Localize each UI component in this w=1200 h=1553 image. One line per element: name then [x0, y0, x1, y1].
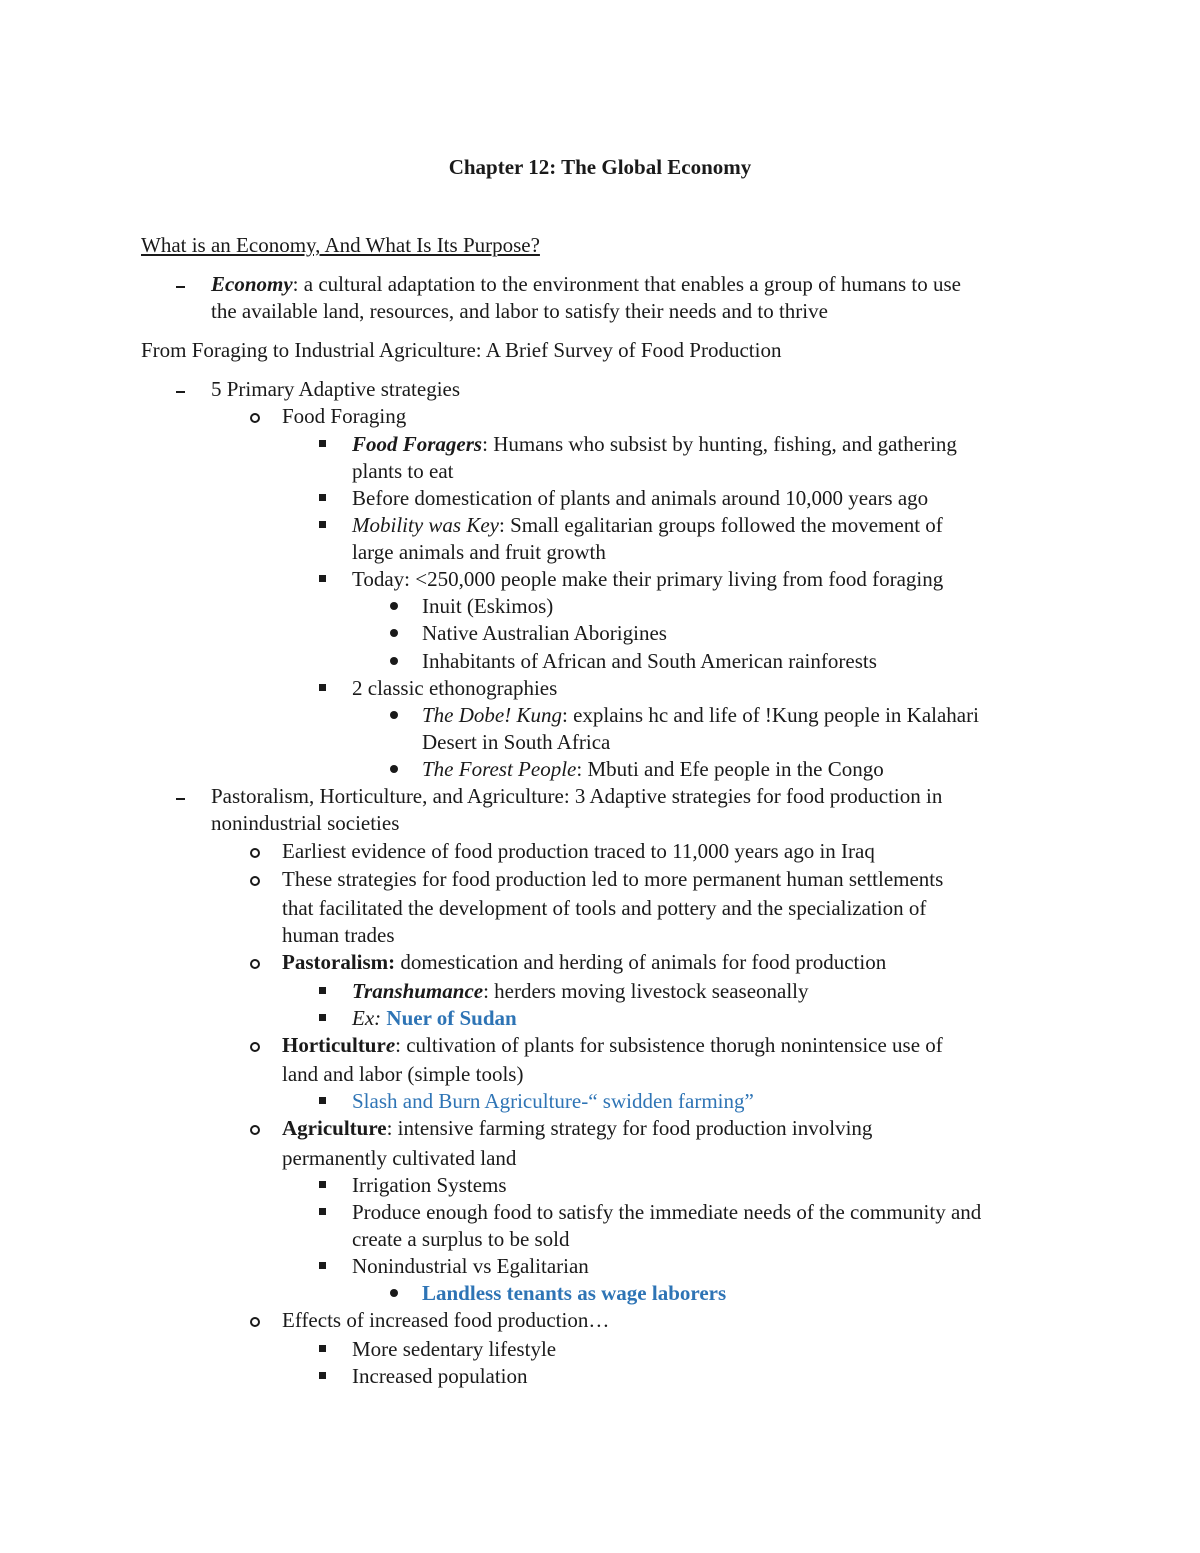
list-item: Effects of increased food production…: [282, 1308, 610, 1332]
pastoralism-term: Pastoralism:: [282, 950, 396, 974]
foragers-def: : Humans who subsist by hunting, fishing, and gathering: [482, 432, 957, 456]
forest-title: The Forest People: [422, 757, 577, 781]
list-item: More sedentary lifestyle: [352, 1337, 557, 1361]
list-item: Increased population: [352, 1364, 528, 1388]
square-bullet: [319, 494, 326, 501]
list-item: [352, 1005, 517, 1032]
horticulture-def: : cultivation of plants for subsistence thorugh nonintensice use of: [395, 1033, 943, 1057]
dot-bullet: [390, 1289, 398, 1297]
list-item: Earliest evidence of food production traced to 11,000 years ago in Iraq: [282, 839, 875, 863]
mobility-def: : Small egalitarian groups followed the movement of: [498, 513, 943, 537]
list-item-cont: plants to eat: [352, 459, 454, 483]
page-title: Chapter 12: The Global Economy: [448, 155, 752, 179]
square-bullet: [319, 1097, 326, 1104]
list-item: Irrigation Systems: [352, 1173, 507, 1197]
transhumance-term: Transhumance: [352, 979, 484, 1003]
dash-bullet: [176, 286, 185, 288]
list-item: [282, 949, 886, 976]
economy-def-text: : a cultural adaptation to the environment that enables a group of humans to use: [292, 272, 961, 296]
dobe-desc: : explains hc and life of !Kung people in Kalahari: [562, 703, 979, 727]
square-bullet: [319, 987, 326, 994]
economy-term: Economy: [211, 272, 293, 296]
dobe-title: The Dobe! Kung: [422, 703, 562, 727]
list-item: Inhabitants of African and South American rainforests: [422, 649, 877, 673]
list-item: These strategies for food production led to more permanent human settlements: [282, 867, 944, 891]
list-item: Inuit (Eskimos): [422, 594, 554, 618]
list-item-cont: nonindustrial societies: [211, 811, 400, 835]
list-item: Produce enough food to satisfy the immediate needs of the community and: [352, 1200, 982, 1224]
list-item-cont: Desert in South Africa: [422, 730, 611, 754]
circle-bullet: [250, 876, 260, 886]
section-heading-food-production: From Foraging to Industrial Agriculture: A Brief Survey of Food Production: [141, 338, 782, 362]
agriculture-term: Agriculture: [282, 1116, 387, 1140]
list-item-cont: that facilitated the development of tools and pottery and the specialization of: [282, 896, 927, 920]
section-heading-economy: What is an Economy, And What Is Its Purpose?: [141, 233, 540, 257]
economy-definition-cont: the available land, resources, and labor to satisfy their needs and to thrive: [211, 299, 828, 323]
square-bullet: [319, 1208, 326, 1215]
circle-bullet: [250, 1042, 260, 1052]
transhumance-def: : herders moving livestock seaseonally: [483, 979, 809, 1003]
horticulture-term-e: e: [385, 1033, 396, 1057]
square-bullet: [319, 521, 326, 528]
list-item: Native Australian Aborigines: [422, 621, 667, 645]
list-item: [352, 431, 957, 458]
dot-bullet: [390, 629, 398, 637]
list-item: [352, 978, 809, 1005]
square-bullet: [319, 440, 326, 447]
ex-label: Ex:: [352, 1006, 382, 1030]
list-item: [352, 512, 943, 539]
agriculture-def: : intensive farming strategy for food production involving: [386, 1116, 873, 1140]
list-item: Slash and Burn Agriculture-“ swidden farming”: [352, 1089, 754, 1113]
horticulture-term: Horticultur: [282, 1033, 386, 1057]
square-bullet: [319, 1345, 326, 1352]
list-item-cont: human trades: [282, 923, 395, 947]
list-item: [422, 756, 884, 783]
list-item-cont: large animals and fruit growth: [352, 540, 606, 564]
dash-bullet: [176, 391, 185, 393]
pastoralism-def: domestication and herding of animals for food production: [395, 950, 887, 974]
dash-bullet: [176, 798, 185, 800]
list-item: Today: <250,000 people make their primary living from food foraging: [352, 567, 944, 591]
list-item: Before domestication of plants and animals around 10,000 years ago: [352, 486, 929, 510]
square-bullet: [319, 684, 326, 691]
circle-bullet: [250, 413, 260, 423]
list-item-cont: create a surplus to be sold: [352, 1227, 570, 1251]
list-item: 5 Primary Adaptive strategies: [211, 377, 461, 401]
list-item: Landless tenants as wage laborers: [422, 1281, 727, 1305]
dot-bullet: [390, 711, 398, 719]
circle-bullet: [250, 959, 260, 969]
ex-value: Nuer of Sudan: [381, 1006, 517, 1030]
list-item: [282, 1032, 943, 1059]
list-item-cont: land and labor (simple tools): [282, 1062, 524, 1086]
list-item: Nonindustrial vs Egalitarian: [352, 1254, 589, 1278]
list-item: Food Foraging: [282, 404, 407, 428]
dot-bullet: [390, 657, 398, 665]
circle-bullet: [250, 848, 260, 858]
square-bullet: [319, 1372, 326, 1379]
list-item-cont: permanently cultivated land: [282, 1146, 517, 1170]
list-item: Pastoralism, Horticulture, and Agriculture: 3 Adaptive strategies for food production in: [211, 784, 943, 808]
dot-bullet: [390, 765, 398, 773]
dot-bullet: [390, 602, 398, 610]
square-bullet: [319, 1014, 326, 1021]
economy-definition: [211, 271, 961, 298]
square-bullet: [319, 1262, 326, 1269]
foragers-term: Food Foragers: [352, 432, 483, 456]
forest-desc: : Mbuti and Efe people in the Congo: [576, 757, 884, 781]
square-bullet: [319, 1181, 326, 1188]
circle-bullet: [250, 1317, 260, 1327]
list-item: 2 classic ethonographies: [352, 676, 558, 700]
list-item: [282, 1115, 872, 1142]
square-bullet: [319, 575, 326, 582]
circle-bullet: [250, 1125, 260, 1135]
mobility-term: Mobility was Key: [352, 513, 499, 537]
list-item: [422, 702, 979, 729]
